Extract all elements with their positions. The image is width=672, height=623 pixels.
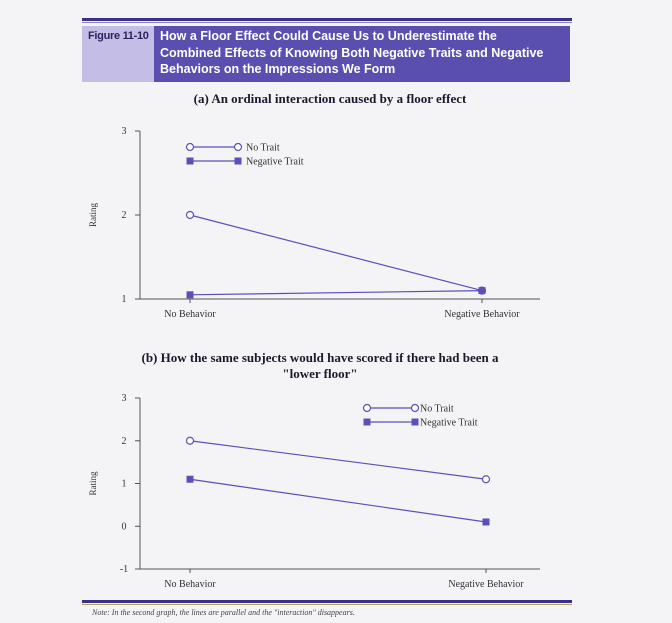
data-point <box>187 212 194 219</box>
figure-note: Note: In the second graph, the lines are parallel and the "interaction" disappears. <box>92 608 355 617</box>
x-tick-label: No Behavior <box>164 579 216 590</box>
legend-marker <box>187 144 194 151</box>
data-point <box>187 291 194 298</box>
y-tick-label: 1 <box>121 294 127 305</box>
data-point <box>479 287 486 294</box>
legend-marker <box>364 419 371 426</box>
y-tick-label: 3 <box>121 126 127 137</box>
legend-marker <box>235 158 242 165</box>
series-line <box>190 291 482 295</box>
legend-label: Negative Trait <box>420 417 478 429</box>
data-point <box>483 476 490 483</box>
legend-marker <box>412 405 419 412</box>
data-point <box>187 476 194 483</box>
y-tick-label: 0 <box>121 521 127 533</box>
y-tick-label: 1 <box>121 478 127 490</box>
data-point <box>483 518 490 525</box>
y-tick-label: 3 <box>121 393 127 404</box>
legend-label: No Trait <box>246 142 280 154</box>
legend-marker <box>187 158 194 165</box>
panel-a-title: (a) An ordinal interaction caused by a floor effect <box>193 91 467 106</box>
x-tick-label: No Behavior <box>164 309 216 320</box>
y-axis-label: Rating <box>88 203 98 227</box>
x-tick-label: Negative Behavior <box>444 309 520 320</box>
series-line <box>190 479 486 522</box>
figure-title: How a Floor Effect Could Cause Us to Underestimate the Combined Effects of Knowing Both Negative Traits and Negative Behaviors on the Impressions We Form <box>160 29 544 76</box>
y-tick-label: -1 <box>119 564 129 575</box>
series-line <box>190 441 486 479</box>
bottom-rule-thin <box>82 604 572 605</box>
legend-marker <box>364 405 371 412</box>
panel-b-title: (b) How the same subjects would have scored if there had been a "lower floor" <box>141 350 499 381</box>
figure-label: Figure 11-10 <box>82 26 154 82</box>
data-point <box>187 437 194 444</box>
legend-label: Negative Trait <box>246 156 304 168</box>
legend-marker <box>235 144 242 151</box>
legend-label: No Trait <box>420 403 454 415</box>
y-tick-label: 2 <box>121 210 127 221</box>
y-tick-label: 2 <box>121 435 127 447</box>
y-axis-label: Rating <box>88 471 98 496</box>
bottom-rule <box>82 600 572 603</box>
legend-marker <box>412 419 419 426</box>
x-tick-label: Negative Behavior <box>448 579 524 590</box>
series-line <box>190 215 482 291</box>
